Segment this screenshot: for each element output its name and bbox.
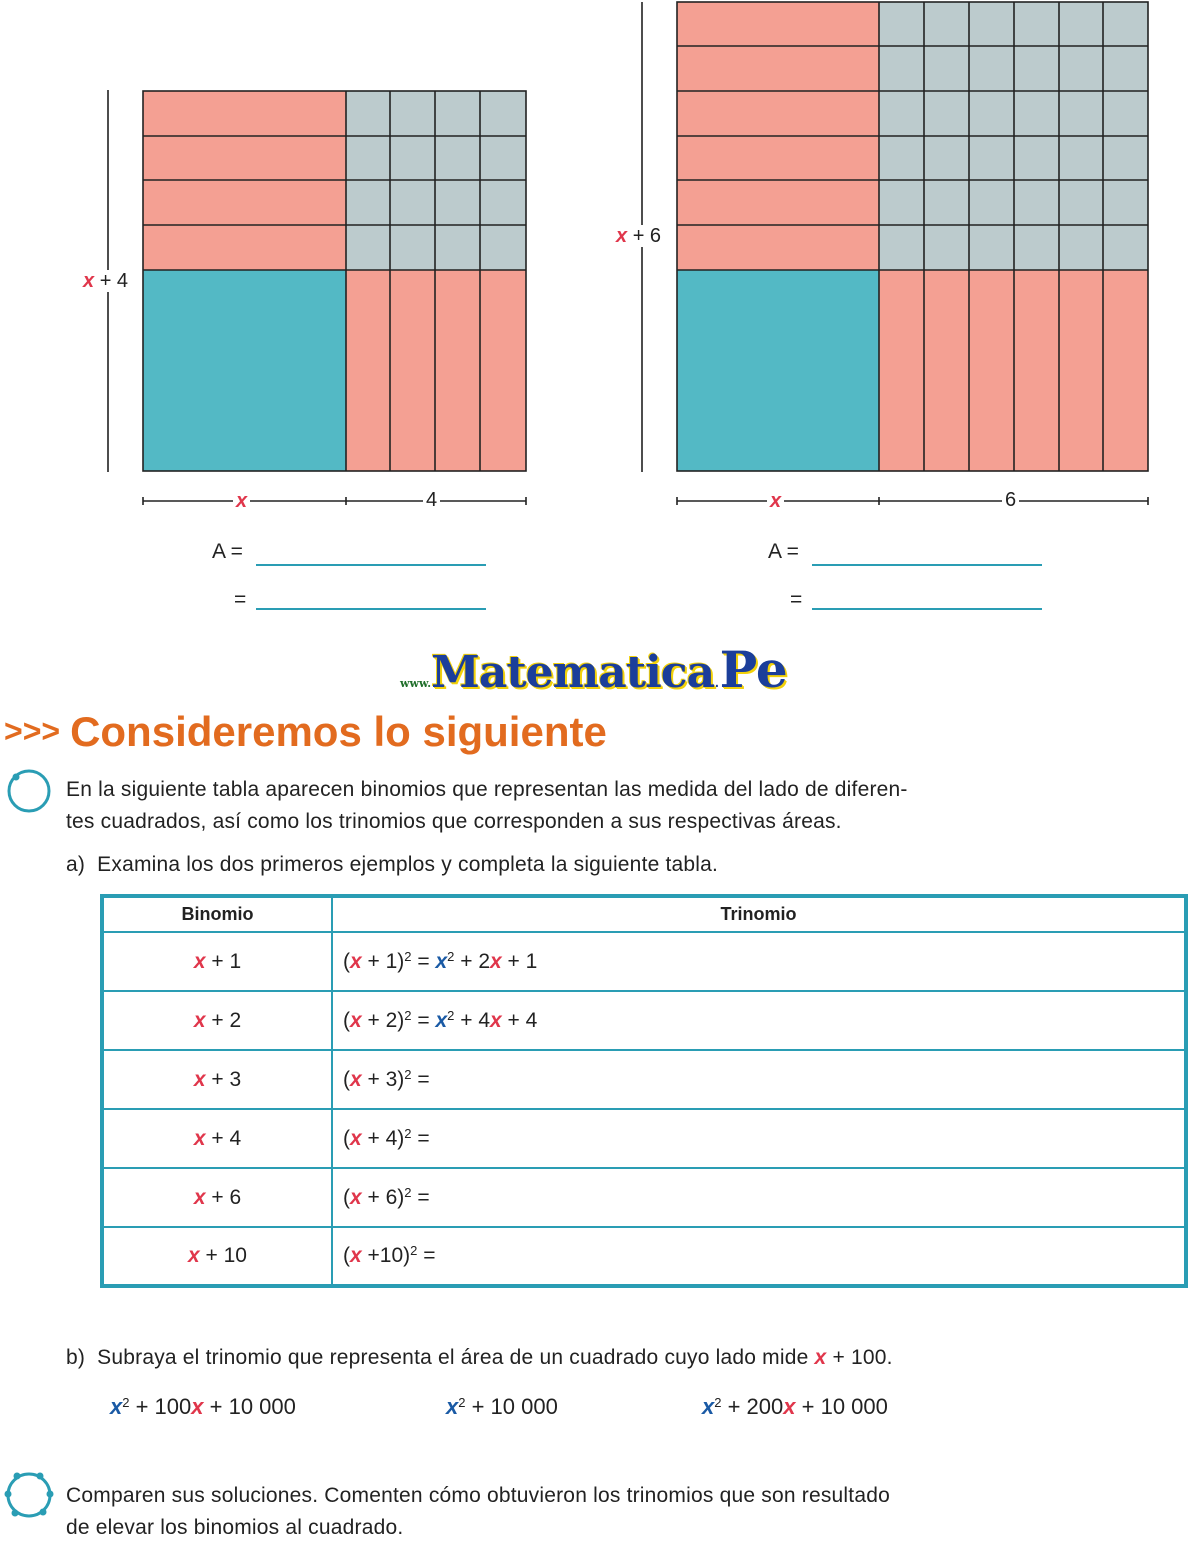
trinomial-option[interactable]: $x^2 + 100x + 10$ 000	[110, 1394, 296, 1419]
header-trinomio: Trinomio	[332, 896, 1186, 932]
heading-title: Consideremos lo siguiente	[70, 708, 607, 755]
section-heading	[4, 708, 607, 756]
bottom-x-label: x	[767, 490, 784, 512]
trinomio-cell[interactable]: $(x + 4)^2$ =	[332, 1109, 1186, 1168]
side-label: x + 6	[613, 225, 664, 247]
vertical-strips-region	[346, 270, 526, 471]
trinomio-cell[interactable]: $(x + 6)^2$ =	[332, 1168, 1186, 1227]
area-answer-blank[interactable]	[256, 564, 486, 566]
equals-label: =	[790, 588, 803, 611]
binomio-cell: x + 1	[102, 932, 332, 991]
table-row	[102, 1168, 1186, 1227]
equals-label: =	[234, 588, 247, 611]
binomio-cell: x + 4	[102, 1109, 332, 1168]
table-row	[102, 932, 1186, 991]
binomio-cell: x + 10	[102, 1227, 332, 1286]
group-work-icon	[2, 1470, 56, 1520]
binomio-cell: x + 6	[102, 1168, 332, 1227]
table-row	[102, 1109, 1186, 1168]
part-a-instruction: a) Examina los dos primeros ejemplos y completa la siguiente tabla.	[66, 853, 719, 876]
area-answer-blank-2[interactable]	[812, 608, 1042, 610]
bottom-n-label: 6	[1002, 489, 1019, 511]
trinomial-option[interactable]: $x^2 + 200x + 10$ 000	[702, 1394, 888, 1419]
side-label: x + 4	[80, 270, 131, 292]
matematica-pe-logo: www.Matematica.Pe	[400, 640, 788, 699]
width-dimension-line	[677, 497, 1148, 505]
area-answer-blank-2[interactable]	[256, 608, 486, 610]
heading-arrows: >>>	[4, 713, 61, 749]
logo-wordmark: Matematica	[431, 647, 715, 698]
table-row	[102, 1050, 1186, 1109]
area-answer-blank[interactable]	[812, 564, 1042, 566]
trinomio-cell: $(x + 1)^2 = x^2 + 2x + 1$	[332, 932, 1186, 991]
closing-paragraph: Comparen sus soluciones. Comenten cómo obtuvieron los trinomios que son resultado de elevar los binomios al cuadrado.	[66, 1484, 890, 1539]
table-row	[102, 1227, 1186, 1286]
header-binomio: Binomio	[102, 896, 332, 932]
width-dimension-line	[143, 497, 526, 505]
bottom-n-label: 4	[423, 489, 440, 511]
x-squared-region	[677, 270, 879, 471]
area-model-x-plus-6	[620, 0, 1160, 520]
binomio-cell: x + 2	[102, 991, 332, 1050]
area-label: A =	[768, 540, 799, 563]
intro-paragraph: En la siguiente tabla aparecen binomios que representan las medida del lado de diferen- tes cuadrados, así como los trinomios que corresponden a sus respectivas áreas.	[66, 778, 908, 833]
table-row	[102, 991, 1186, 1050]
trinomio-cell[interactable]: $(x +10)^2$ =	[332, 1227, 1186, 1286]
x-squared-region	[143, 270, 346, 471]
trinomio-cell[interactable]: $(x + 3)^2$ =	[332, 1050, 1186, 1109]
area-model-x-plus-4	[80, 80, 550, 520]
part-b-instruction: b) Subraya el trinomio que representa el área de un cuadrado cuyo lado mide x + 100.	[66, 1346, 893, 1369]
trinomial-option[interactable]: $x^2 + 10$ 000	[446, 1394, 558, 1419]
table-header-row	[102, 896, 1186, 932]
binomio-cell: x + 3	[102, 1050, 332, 1109]
trinomio-cell: $(x + 2)^2 = x^2 + 4x + 4$	[332, 991, 1186, 1050]
individual-work-icon	[4, 768, 54, 814]
binomial-trinomial-table	[100, 894, 1188, 1288]
area-label: A =	[212, 540, 243, 563]
bottom-x-label: x	[233, 490, 250, 512]
